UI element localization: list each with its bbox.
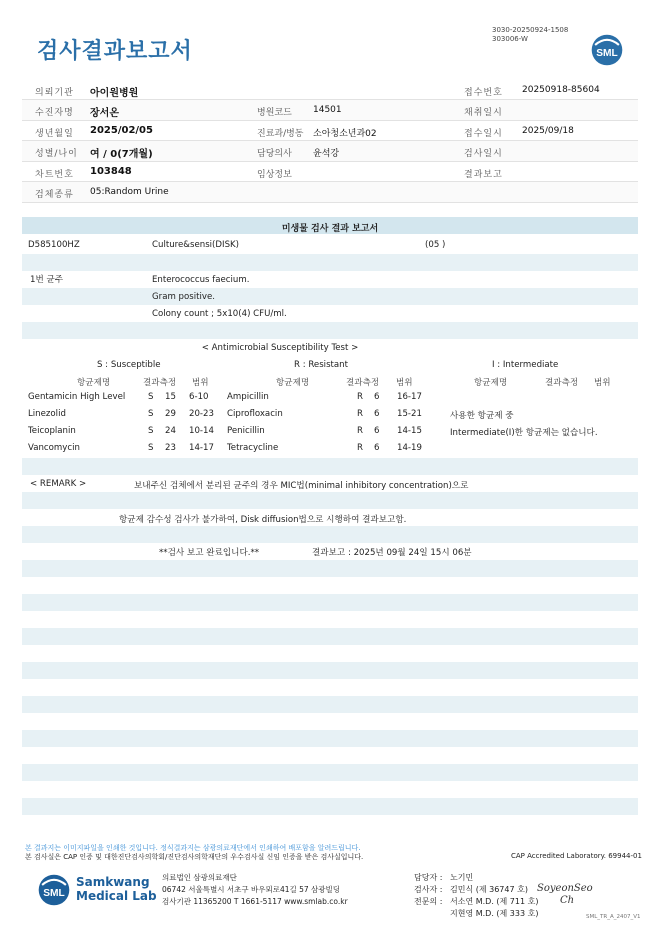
form-code: SML_TR_A_2407_V1 — [586, 914, 641, 920]
row-band — [22, 696, 638, 713]
ast-result: S — [148, 426, 154, 436]
info-label: 생년월일 — [35, 128, 74, 139]
ast-range: 16-17 — [397, 392, 422, 402]
document-ids — [492, 26, 568, 44]
test-number: (05 ) — [425, 240, 446, 250]
ast-zone: 15 — [165, 392, 176, 402]
info-label: 접수번호 — [464, 88, 503, 98]
info-label: 채취일시 — [464, 108, 503, 118]
drug-name: Penicillin — [227, 426, 265, 436]
ast-range: 20-23 — [189, 409, 214, 419]
sml-logo-icon — [590, 33, 624, 67]
organism-line: Gram positive. — [152, 292, 216, 302]
ast-column-header: 범위 — [192, 378, 209, 388]
brand-name — [76, 875, 157, 903]
drug-name: Gentamicin High Level — [28, 392, 126, 402]
ast-range: 14-17 — [189, 443, 214, 453]
ast-note: Intermediate(I)한 항균제는 없습니다. — [450, 428, 598, 438]
ast-column-header: 항균제명 — [276, 378, 310, 388]
info-value: 장서온 — [90, 108, 119, 119]
ast-range: 15-21 — [397, 409, 422, 419]
ast-range: 14-19 — [397, 443, 422, 453]
staff-name: 노기민 — [450, 873, 474, 882]
ast-column-header: 범위 — [396, 378, 413, 388]
ast-result: S — [148, 409, 154, 419]
ast-result: R — [357, 426, 363, 436]
ast-range: 14-15 — [397, 426, 422, 436]
row-band — [22, 458, 638, 475]
staff-role: 담당자 : — [414, 873, 443, 882]
info-value: 여 / 0(7개월) — [90, 149, 153, 160]
cap-accreditation: CAP Accredited Laboratory. 69944-01 — [511, 852, 642, 860]
report-heading: 미생물 검사 결과 보고서 — [281, 224, 379, 234]
info-row — [22, 182, 638, 203]
organism-line: Colony count ; 5x10(4) CFU/ml. — [152, 309, 287, 319]
signature-1: SoyeonSeo — [537, 883, 593, 894]
drug-name: Tetracycline — [227, 443, 279, 453]
organization-name: 의료법인 삼광의료재단 — [162, 873, 237, 882]
ast-zone: 23 — [165, 443, 176, 453]
row-band — [22, 764, 638, 781]
remark-line: 보내주신 검체에서 분리된 균주의 경우 MIC법(minimal inhibitory concentration)으로 — [134, 481, 469, 491]
ast-column-header: 결과측정 — [545, 378, 579, 388]
row-band — [22, 254, 638, 271]
row-band — [22, 288, 638, 305]
ast-column-header: 결과측정 — [346, 378, 380, 388]
report-time: 결과보고 : 2025년 09월 24일 15시 06분 — [312, 548, 472, 558]
organism-line: Enterococcus faecium. — [152, 275, 250, 285]
ast-legend: R : Resistant — [294, 360, 348, 370]
staff-role: 전문의 : — [414, 897, 443, 906]
ast-result: R — [357, 443, 363, 453]
info-label: 담당의사 — [257, 149, 292, 159]
info-label: 결과보고 — [464, 169, 503, 180]
info-value: 2025/09/18 — [522, 125, 574, 136]
certification-notice: 본 검사실은 CAP 인증 및 대한진단검사의학회/진단검사의학재단의 우수검사실 신임 인증을 받은 검사실입니다. — [25, 853, 364, 861]
organism-label: 1번 균주 — [30, 275, 64, 285]
info-label: 진료과/병동 — [257, 128, 304, 139]
info-value: 14501 — [313, 105, 342, 115]
ast-range: 10-14 — [189, 426, 214, 436]
ast-zone: 6 — [374, 443, 380, 453]
ast-zone: 6 — [374, 426, 380, 436]
staff-name: 김민식 (제 36747 호) — [450, 885, 528, 894]
document-id-2: 303006-W — [492, 35, 528, 43]
info-label: 차트번호 — [35, 169, 74, 180]
ast-legend: S : Susceptible — [97, 360, 161, 370]
info-value: 소아청소년과02 — [313, 128, 377, 139]
address: 06742 서울특별시 서초구 바우뫼로41길 57 삼광빌딩 — [162, 885, 341, 894]
page-title: 검사결과보고서 — [37, 39, 193, 64]
ast-column-header: 결과측정 — [143, 378, 177, 388]
info-value: 2025/02/05 — [90, 124, 153, 136]
info-label: 검체종류 — [35, 190, 74, 200]
info-label: 수진자명 — [35, 108, 74, 118]
info-label: 접수일시 — [464, 128, 503, 139]
ast-column-header: 범위 — [594, 378, 611, 388]
info-label: 병원코드 — [257, 108, 292, 118]
info-label: 검사일시 — [464, 149, 503, 159]
remark-line: 항균제 감수성 검사가 불가하여, Disk diffusion법으로 시행하여 결과보고함. — [119, 515, 407, 525]
staff-role: 검사자 : — [414, 885, 443, 894]
row-band — [22, 492, 638, 509]
info-row — [22, 80, 638, 100]
info-value: 윤석강 — [313, 149, 340, 159]
info-row — [22, 121, 638, 142]
drug-name: Ampicillin — [227, 392, 269, 402]
footer-logo-text: SML — [43, 887, 65, 899]
test-code: D585100HZ — [28, 240, 80, 250]
info-value: 20250918-85604 — [522, 85, 600, 95]
staff-name: 서소연 M.D. (제 711 호) — [450, 897, 539, 906]
drug-name: Teicoplanin — [28, 426, 76, 436]
row-band — [22, 662, 638, 679]
info-row — [22, 162, 638, 183]
info-label: 의뢰기관 — [35, 88, 74, 98]
info-value: 05:Random Urine — [90, 187, 169, 197]
row-band — [22, 730, 638, 747]
contact-info: 검사기관 11365200 T 1661-5117 www.smlab.co.kr — [162, 897, 348, 906]
info-value: 103848 — [90, 165, 132, 177]
brand-line-1: Samkwang — [76, 875, 150, 889]
ast-range: 6-10 — [189, 392, 209, 402]
info-value: 아이원병원 — [90, 88, 139, 99]
ast-zone: 29 — [165, 409, 176, 419]
ast-zone: 6 — [374, 409, 380, 419]
test-name: Culture&sensi(DISK) — [152, 240, 240, 250]
brand-line-2: Medical Lab — [76, 889, 157, 903]
print-notice: 본 결과지는 이미지파일을 인쇄한 것입니다. 정식결과지는 삼광의료재단에서 인쇄하여 배포함을 알려드립니다. — [25, 844, 361, 852]
ast-note: 사용한 항균제 중 — [450, 411, 514, 421]
document-id-1: 3030-20250924-1508 — [492, 26, 569, 34]
drug-name: Ciprofloxacin — [227, 409, 283, 419]
ast-result: S — [148, 392, 154, 402]
remark-label: < REMARK > — [30, 479, 87, 489]
row-band — [22, 560, 638, 577]
ast-result: R — [357, 409, 363, 419]
ast-result: S — [148, 443, 154, 453]
row-band — [22, 322, 638, 339]
ast-column-header: 항균제명 — [474, 378, 508, 388]
info-row — [22, 100, 638, 121]
ast-zone: 6 — [374, 392, 380, 402]
info-label: 성별/나이 — [35, 149, 78, 159]
ast-legend: I : Intermediate — [492, 360, 559, 370]
staff-name: 지현영 M.D. (제 333 호) — [450, 909, 539, 918]
report-complete: **검사 보고 완료입니다.** — [159, 548, 260, 558]
ast-result: R — [357, 392, 363, 402]
signature-2: Ch — [560, 895, 575, 906]
row-band — [22, 798, 638, 815]
row-band — [22, 594, 638, 611]
ast-title: < Antimicrobial Susceptibility Test > — [201, 343, 359, 353]
logo-text: SML — [596, 47, 618, 59]
drug-name: Linezolid — [28, 409, 66, 419]
ast-zone: 24 — [165, 426, 176, 436]
row-band — [22, 526, 638, 543]
row-band — [22, 628, 638, 645]
drug-name: Vancomycin — [28, 443, 80, 453]
patient-info-table — [22, 80, 638, 203]
samkwang-logo-icon — [37, 873, 71, 907]
info-label: 임상정보 — [257, 169, 292, 180]
ast-column-header: 항균제명 — [77, 378, 111, 388]
info-row — [22, 141, 638, 162]
